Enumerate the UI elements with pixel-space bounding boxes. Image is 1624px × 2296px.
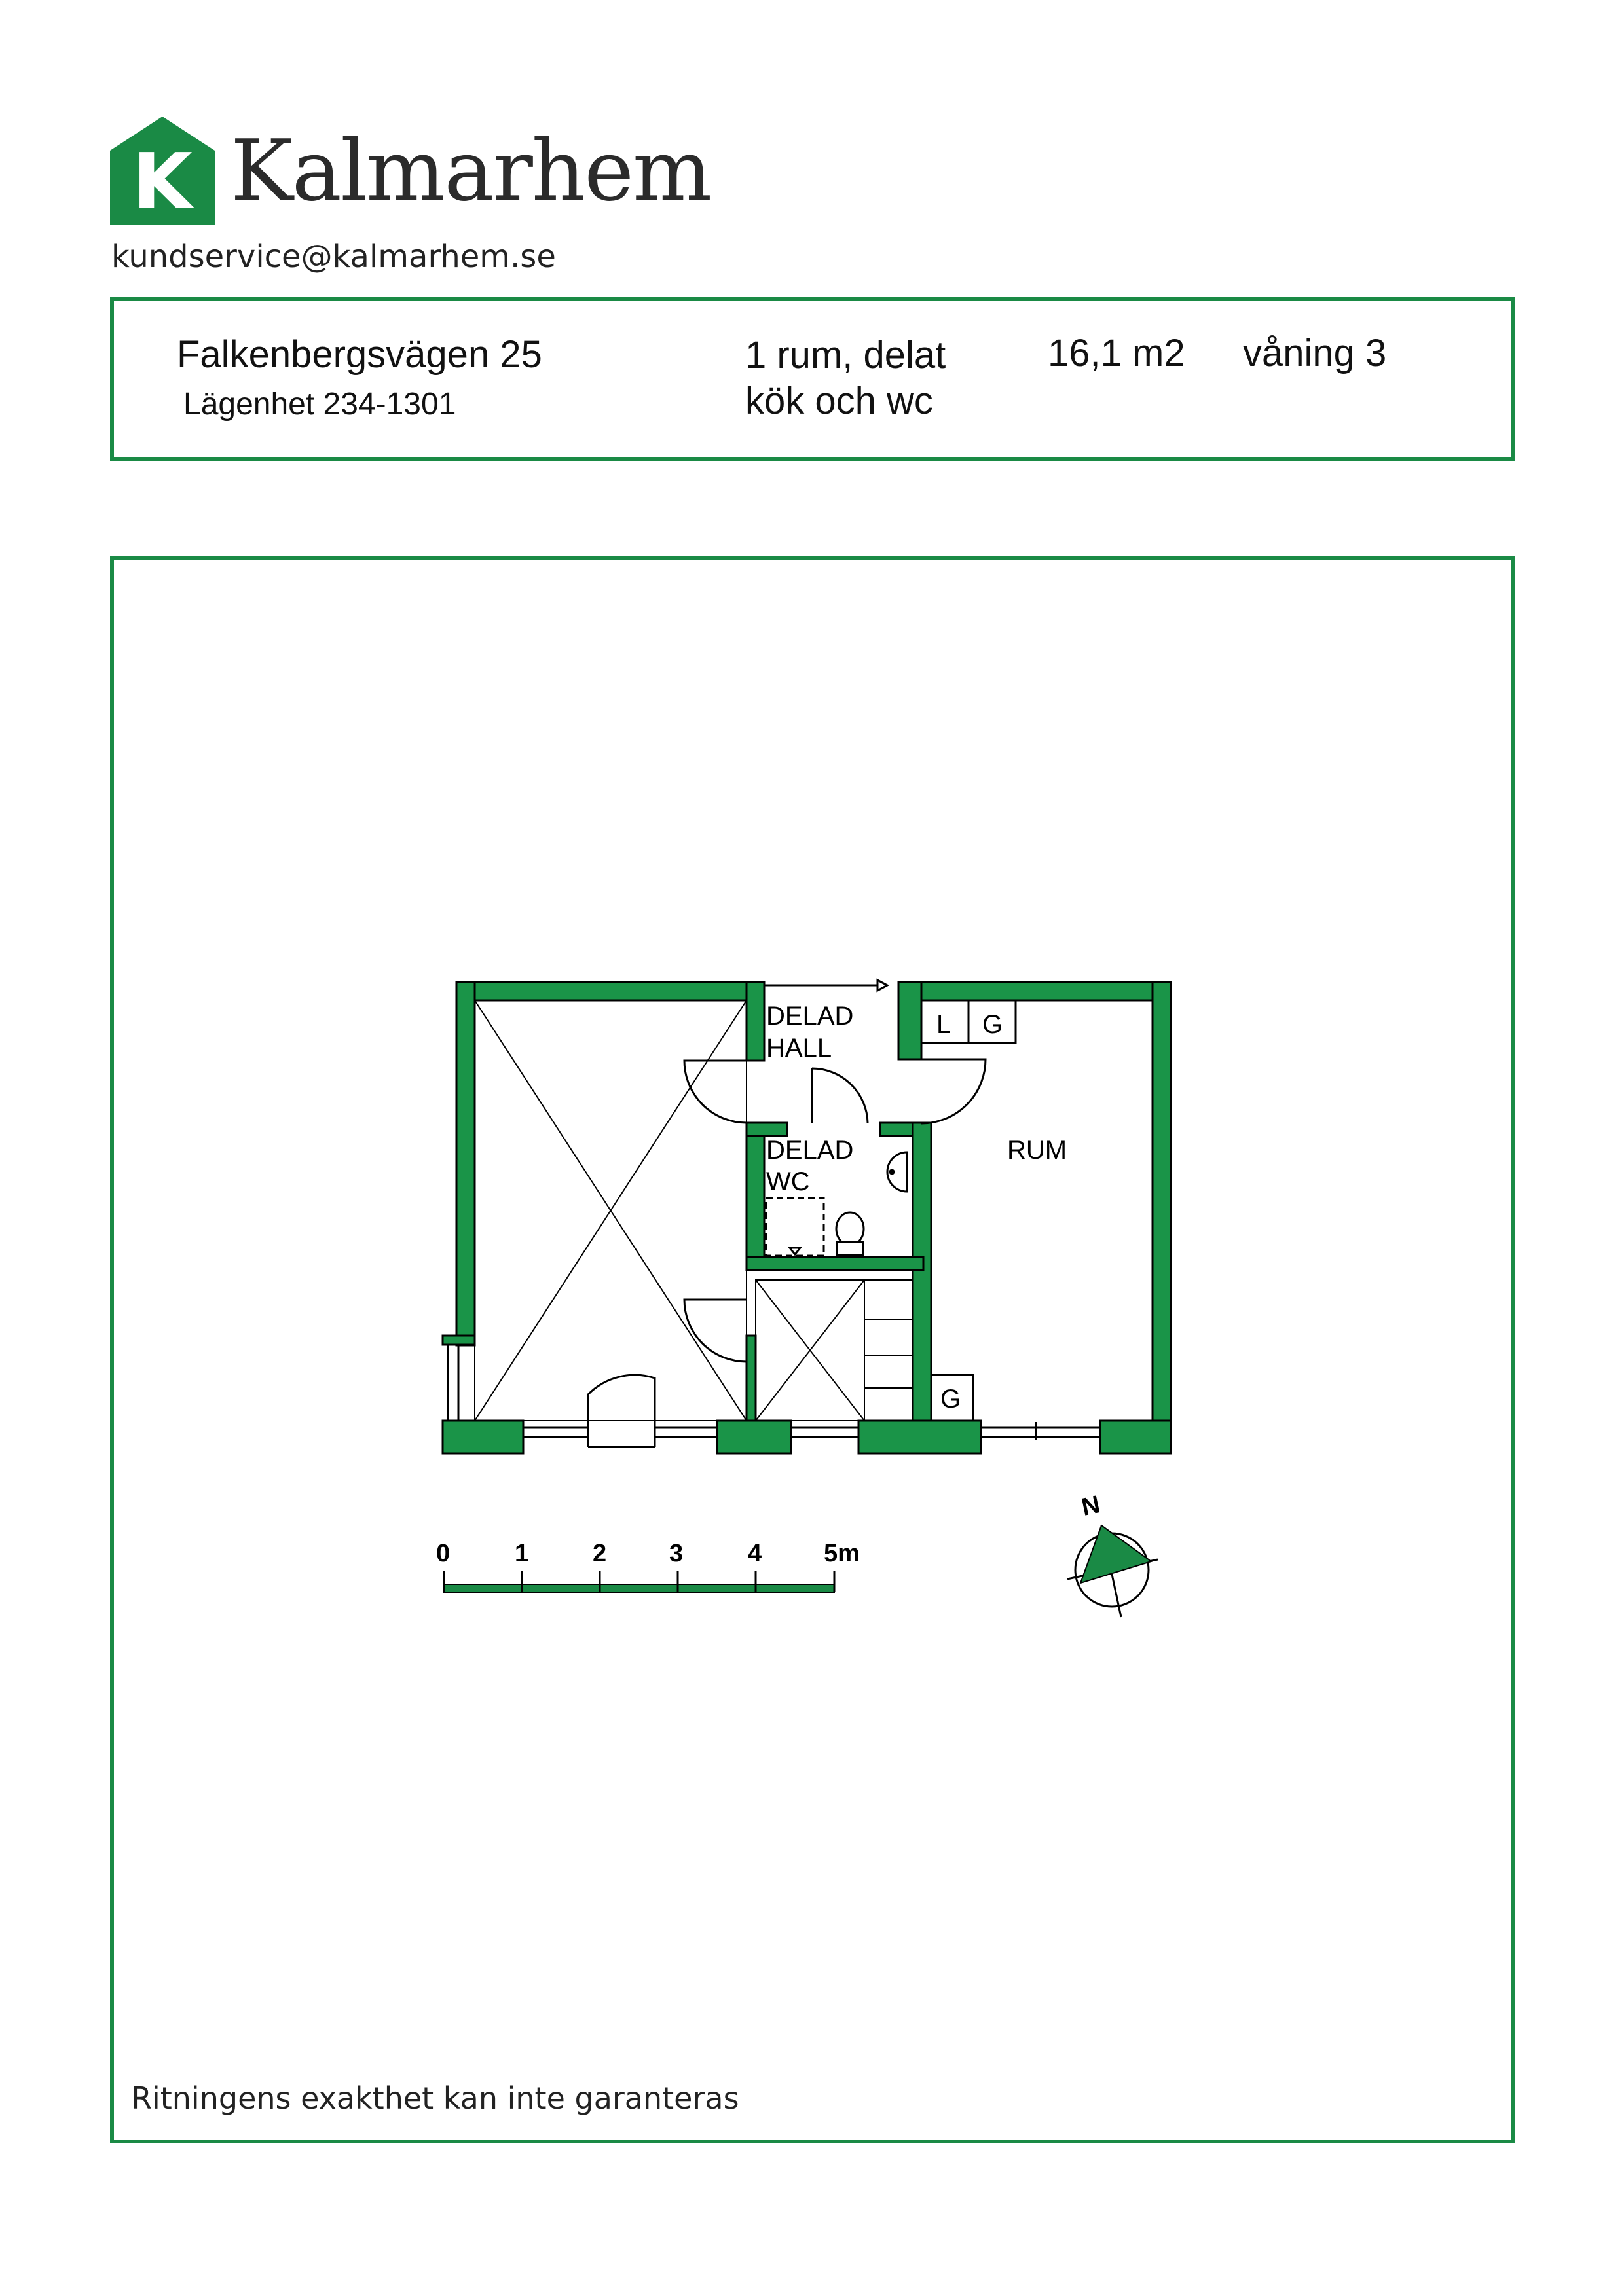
label-hall-2: HALL: [766, 1034, 832, 1063]
scale-tick-2: 2: [593, 1540, 607, 1567]
label-cabinet-g-bottom: G: [940, 1385, 961, 1413]
north-label: N: [1079, 1491, 1103, 1522]
brand-name: Kalmarhem: [231, 122, 711, 220]
scale-tick-4: 4: [748, 1540, 762, 1567]
scale-tick-3: 3: [669, 1540, 684, 1567]
label-wc-2: WC: [766, 1167, 810, 1196]
scale-bar: [436, 1540, 860, 1592]
scale-tick-1: 1: [515, 1540, 529, 1567]
address: Falkenbergsvägen 25: [177, 333, 542, 376]
logo-letter: K: [132, 136, 193, 225]
disclaimer: Ritningens exakthet kan inte garanteras: [131, 2081, 739, 2116]
cabinets: [921, 1000, 1016, 1421]
room-description-line2: kök och wc: [745, 380, 933, 422]
floor: våning 3: [1243, 332, 1387, 374]
label-wc-1: DELAD: [766, 1136, 854, 1165]
contact-email[interactable]: kundservice@kalmarhem.se: [111, 238, 556, 275]
crossed-area: [475, 1000, 747, 1421]
label-cabinet-l: L: [936, 1010, 951, 1039]
area: 16,1 m2: [1048, 332, 1185, 374]
label-room: RUM: [1007, 1136, 1067, 1165]
room-description-line1: 1 rum, delat: [745, 334, 946, 376]
storage-area: [756, 1280, 913, 1421]
apartment-number: Lägenhet 234-1301: [183, 387, 456, 422]
north-arrow-icon: [1067, 1491, 1158, 1617]
label-hall-1: DELAD: [766, 1002, 854, 1030]
scale-tick-0: 0: [436, 1540, 451, 1567]
label-cabinet-g-top: G: [982, 1010, 1003, 1039]
scale-tick-5: 5m: [824, 1540, 860, 1567]
